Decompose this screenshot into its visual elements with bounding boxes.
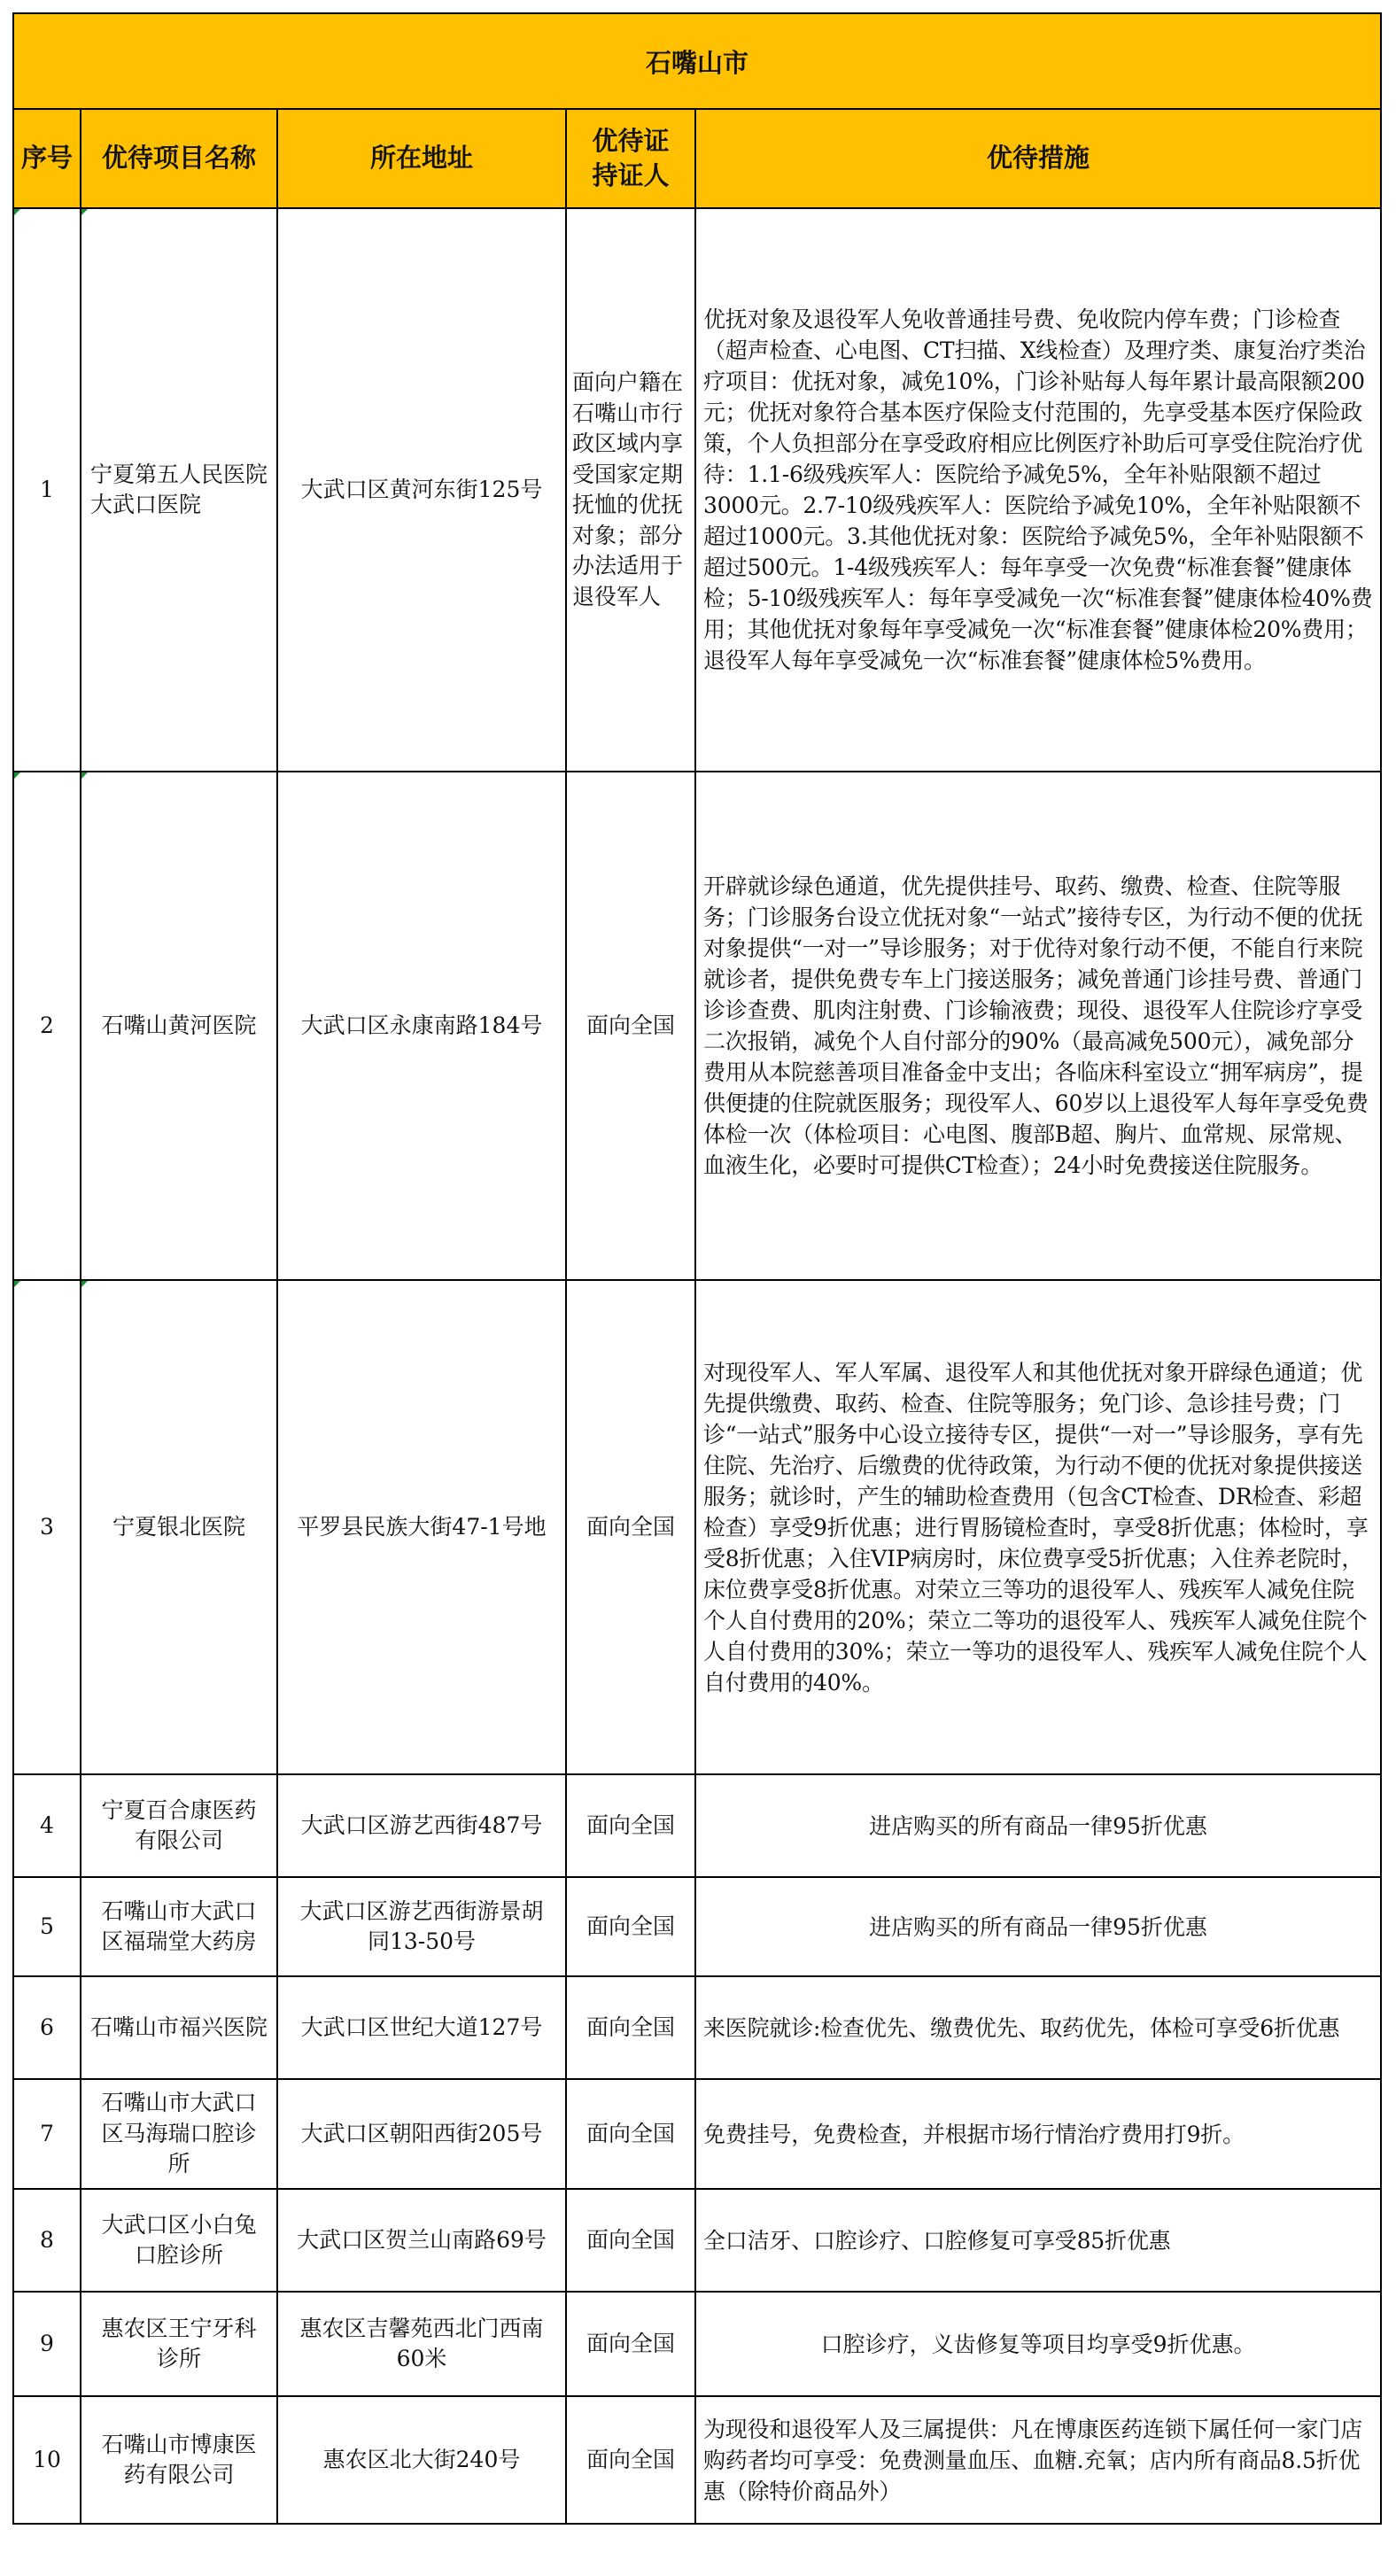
row-measures: 为现役和退役军人及三属提供：凡在博康医药连锁下属任何一家门店购药者均可享受：免费测量血压、血糖.充氧；店内所有商品8.5折优惠（除特价商品外） (695, 2396, 1381, 2524)
row-no: 8 (13, 2189, 81, 2292)
row-holder: 面向全国 (566, 2079, 695, 2189)
header-measures: 优待措施 (695, 109, 1381, 208)
row-address: 大武口区世纪大道127号 (277, 1976, 566, 2079)
row-measures: 优抚对象及退役军人免收普通挂号费、免收院内停车费；门诊检查（超声检查、心电图、CT扫描、X线检查）及理疗类、康复治疗类治疗项目：优抚对象，减免10%，门诊补贴每人每年累计最高限额200元；优抚对象符合基本医疗保险支付范围的，先享受基本医疗保险政策，个人负担部分在享受政府相应比例医疗补助后可享受住院治疗优待：1.1-6级残疾军人：医院给予减免5%，全年补贴限额不超过3000元。2.7-10级残疾军人：医院给予减免10%，全年补贴限额不超过1000元。3.其他优抚对象：医院给予减免5%，全年补贴限额不超过500元。1-4级残疾军人：每年享受一次免费“标准套餐”健康体检；5-10级残疾军人：每年享受减免一次“标准套餐”健康体检40%费用；其他优抚对象每年享受减免一次“标准套餐”健康体检20%费用；退役军人每年享受减免一次“标准套餐”健康体检5%费用。 (695, 208, 1381, 772)
table-row (13, 2292, 1381, 2396)
row-address: 惠农区北大街240号 (277, 2396, 566, 2524)
row-name: 石嘴山市大武口区马海瑞口腔诊所 (81, 2079, 277, 2189)
title-row (13, 13, 1381, 109)
row-measures: 全口洁牙、口腔诊疗、口腔修复可享受85折优惠 (695, 2189, 1381, 2292)
row-address: 大武口区贺兰山南路69号 (277, 2189, 566, 2292)
row-name: 宁夏百合康医药有限公司 (81, 1774, 277, 1877)
row-no: 5 (13, 1877, 81, 1976)
row-address: 惠农区吉馨苑西北门西南60米 (277, 2292, 566, 2396)
row-name: 宁夏银北医院 (81, 1280, 277, 1774)
table-row (13, 1976, 1381, 2079)
row-name: 宁夏第五人民医院大武口医院 (81, 208, 277, 772)
row-no: 6 (13, 1976, 81, 2079)
header-address: 所在地址 (277, 109, 566, 208)
row-holder: 面向全国 (566, 1976, 695, 2079)
header-holder: 优待证 持证人 (566, 109, 695, 208)
row-name: 大武口区小白兔口腔诊所 (81, 2189, 277, 2292)
row-measures: 开辟就诊绿色通道，优先提供挂号、取药、缴费、检查、住院等服务；门诊服务台设立优抚对象“一站式”接待专区，为行动不便的优抚对象提供“一对一”导诊服务；对于优待对象行动不便，不能自行来院就诊者，提供免费专车上门接送服务；减免普通门诊挂号费、普通门诊诊查费、肌肉注射费、门诊输液费；现役、退役军人住院诊疗享受二次报销，减免个人自付部分的90%（最高减免500元），减免部分费用从本院慈善项目准备金中支出；各临床科室设立“拥军病房”，提供便捷的住院就医服务；现役军人、60岁以上退役军人每年享受免费体检一次（体检项目：心电图、腹部B超、胸片、血常规、尿常规、血液生化，必要时可提供CT检查）；24小时免费接送住院服务。 (695, 772, 1381, 1280)
row-measures: 对现役军人、军人军属、退役军人和其他优抚对象开辟绿色通道；优先提供缴费、取药、检查、住院等服务；免门诊、急诊挂号费；门诊“一站式”服务中心设立接待专区，提供“一对一”导诊服务，享有先住院、先治疗、后缴费的优待政策，为行动不便的优抚对象提供接送服务；就诊时，产生的辅助检查费用（包含CT检查、DR检查、彩超检查）享受9折优惠；进行胃肠镜检查时，享受8折优惠；体检时，享受8折优惠；入住VIP病房时，床位费享受5折优惠；入住养老院时，床位费享受8折优惠。对荣立三等功的退役军人、残疾军人减免住院个人自付费用的20%；荣立二等功的退役军人、残疾军人减免住院个人自付费用的30%；荣立一等功的退役军人、残疾军人减免住院个人自付费用的40%。 (695, 1280, 1381, 1774)
table-row (13, 1877, 1381, 1976)
row-holder: 面向全国 (566, 772, 695, 1280)
row-holder: 面向全国 (566, 1877, 695, 1976)
header-name: 优待项目名称 (81, 109, 277, 208)
row-no: 9 (13, 2292, 81, 2396)
table-row (13, 772, 1381, 1280)
row-address: 大武口区游艺西街游景胡同13-50号 (277, 1877, 566, 1976)
row-no: 2 (13, 772, 81, 1280)
table-row (13, 2079, 1381, 2189)
table-title: 石嘴山市 (13, 13, 1381, 109)
table-row (13, 208, 1381, 772)
benefits-table (12, 12, 1382, 2525)
header-no: 序号 (13, 109, 81, 208)
row-measures: 进店购买的所有商品一律95折优惠 (695, 1774, 1381, 1877)
row-holder: 面向全国 (566, 2189, 695, 2292)
row-holder: 面向全国 (566, 2396, 695, 2524)
row-no: 10 (13, 2396, 81, 2524)
row-no: 4 (13, 1774, 81, 1877)
row-name: 石嘴山市博康医药有限公司 (81, 2396, 277, 2524)
row-measures: 来医院就诊:检查优先、缴费优先、取药优先，体检可享受6折优惠 (695, 1976, 1381, 2079)
row-measures: 进店购买的所有商品一律95折优惠 (695, 1877, 1381, 1976)
row-no: 7 (13, 2079, 81, 2189)
row-address: 大武口区黄河东街125号 (277, 208, 566, 772)
row-no: 3 (13, 1280, 81, 1774)
row-no: 1 (13, 208, 81, 772)
row-holder: 面向全国 (566, 1774, 695, 1877)
row-measures: 口腔诊疗，义齿修复等项目均享受9折优惠。 (695, 2292, 1381, 2396)
table-row (13, 1280, 1381, 1774)
row-measures: 免费挂号，免费检查，并根据市场行情治疗费用打9折。 (695, 2079, 1381, 2189)
table-row (13, 2189, 1381, 2292)
row-holder: 面向全国 (566, 2292, 695, 2396)
table-row (13, 2396, 1381, 2524)
row-name: 石嘴山黄河医院 (81, 772, 277, 1280)
row-address: 平罗县民族大街47-1号地 (277, 1280, 566, 1774)
row-holder: 面向户籍在石嘴山市行政区域内享受国家定期抚恤的优抚对象；部分办法适用于退役军人 (566, 208, 695, 772)
row-name: 石嘴山市大武口区福瑞堂大药房 (81, 1877, 277, 1976)
row-name: 石嘴山市福兴医院 (81, 1976, 277, 2079)
row-address: 大武口区朝阳西街205号 (277, 2079, 566, 2189)
table-row (13, 1774, 1381, 1877)
row-holder: 面向全国 (566, 1280, 695, 1774)
row-name: 惠农区王宁牙科诊所 (81, 2292, 277, 2396)
header-row (13, 109, 1381, 208)
row-address: 大武口区永康南路184号 (277, 772, 566, 1280)
row-address: 大武口区游艺西街487号 (277, 1774, 566, 1877)
benefits-table-container (12, 12, 1380, 2525)
